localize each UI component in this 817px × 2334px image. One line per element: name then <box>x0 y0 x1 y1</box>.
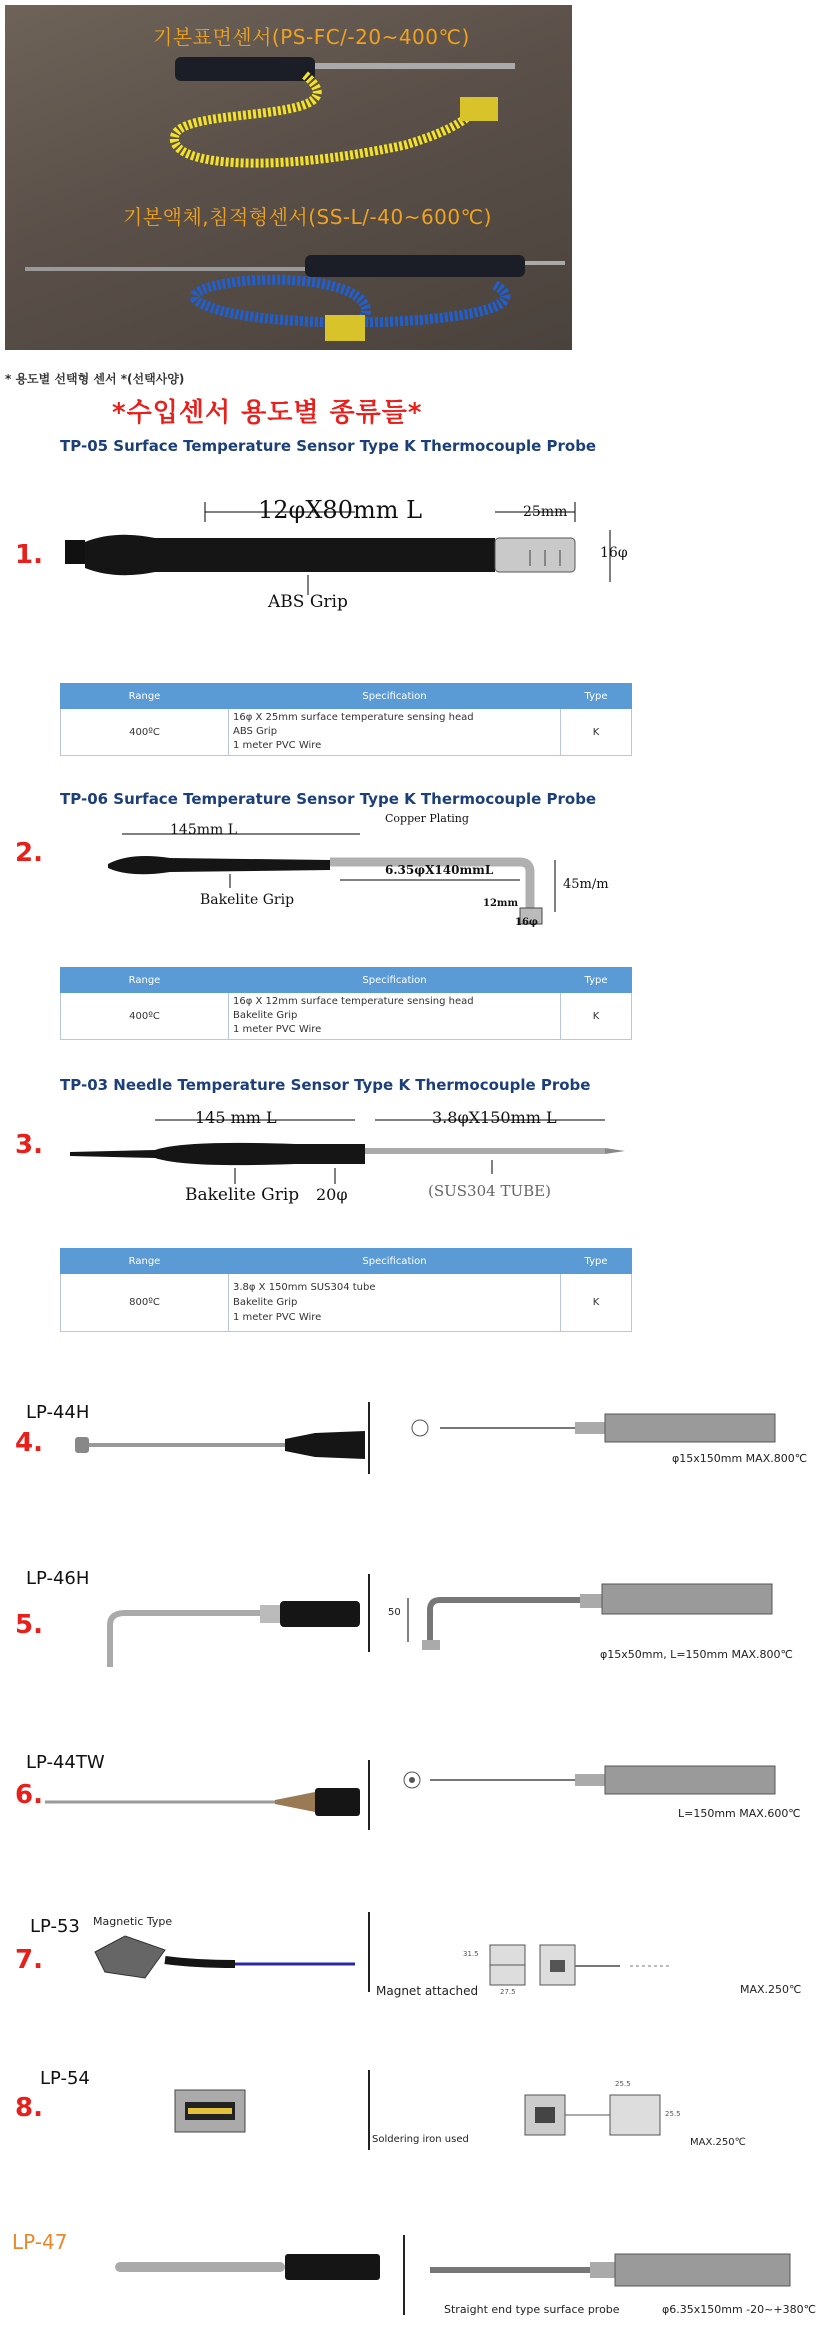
divider <box>368 1402 370 1474</box>
probe-photo-illustration <box>5 5 572 350</box>
table-header-spec: Specification <box>229 684 561 709</box>
tp06-probe-drawing <box>100 820 580 940</box>
lp44h-spec: φ15x150mm MAX.800℃ <box>672 1452 808 1465</box>
tp05-type: K <box>561 709 632 756</box>
tp03-spec-table <box>60 1248 632 1332</box>
tp03-grip-length: 145 mm L <box>195 1108 277 1127</box>
lp53-subtitle: Magnetic Type <box>93 1915 173 1928</box>
tp03-tube-label: (SUS304 TUBE) <box>428 1182 551 1200</box>
lp46h-height-dim: 50 <box>388 1607 401 1618</box>
tp06-shaft-dim: 6.35φX140mmL <box>385 863 494 877</box>
lp54-photo <box>170 2080 260 2140</box>
tp05-spec-table <box>60 683 632 756</box>
tp03-range: 800ºC <box>61 1274 229 1332</box>
spec-line: 1 meter PVC Wire <box>233 740 322 751</box>
tp03-grip-label: Bakelite Grip <box>185 1185 300 1205</box>
spec-line: 1 meter PVC Wire <box>233 1312 322 1323</box>
section-title-tp06: TP-06 Surface Temperature Sensor Type K Thermocouple Probe <box>60 790 597 808</box>
yellow-connector <box>460 97 498 121</box>
tp05-range: 400ºC <box>61 709 229 756</box>
section-number-1: 1. <box>15 540 43 570</box>
spec-line: Bakelite Grip <box>233 1010 298 1021</box>
section-title-tp03: TP-03 Needle Temperature Sensor Type K Thermocouple Probe <box>60 1076 591 1094</box>
table-header-type: Type <box>561 684 632 709</box>
lp53-photo <box>85 1930 355 1990</box>
tp06-type: K <box>561 993 632 1040</box>
page-title: *수입센서 용도별 종류들* <box>112 398 423 428</box>
divider <box>368 1912 370 1992</box>
tp03-needle <box>365 1148 605 1154</box>
tp05-diameter-dim: 16φ <box>600 545 628 561</box>
lp53-model: LP-53 <box>30 1916 80 1937</box>
spec-line: 1 meter PVC Wire <box>233 1024 322 1035</box>
lp-number-5: 5. <box>15 1610 43 1640</box>
lp47-model: LP-47 <box>12 2230 68 2254</box>
lp44h-model: LP-44H <box>26 1402 90 1423</box>
lp44h-photo <box>75 1425 365 1475</box>
table-header-range: Range <box>61 968 229 993</box>
lp47-note: Straight end type surface probe <box>444 2303 620 2316</box>
lp-number-7: 7. <box>15 1945 43 1975</box>
lp54-drawing <box>520 2085 680 2145</box>
lp54-spec: MAX.250℃ <box>690 2137 746 2148</box>
hero-caption-bottom: 기본액체,침적형센서(SS-L/-40~600℃) <box>123 205 492 229</box>
divider <box>403 2235 405 2315</box>
lp53-note: Magnet attached <box>376 1984 479 1998</box>
tp06-head-height: 12mm <box>483 898 519 909</box>
tp06-spec-table <box>60 967 632 1040</box>
tp06-head-diameter: 16φ <box>515 917 538 928</box>
hero-photo <box>5 5 572 350</box>
tp06-grip <box>108 856 330 874</box>
section-number-2: 2. <box>15 838 43 868</box>
tp06-height-dim: 45m/m <box>563 877 609 892</box>
lp46h-spec: φ15x50mm, L=150mm MAX.800℃ <box>600 1648 793 1661</box>
tp03-grip-diameter: 20φ <box>316 1185 348 1204</box>
tp06-grip-length: 145mm L <box>170 822 238 838</box>
surface-probe-handle <box>175 57 315 81</box>
spec-line: 3.8φ X 150mm SUS304 tube <box>233 1282 376 1293</box>
spec-line: ABS Grip <box>233 726 278 737</box>
section-title-tp05: TP-05 Surface Temperature Sensor Type K Thermocouple Probe <box>60 437 597 455</box>
lp54-note: Soldering iron used <box>372 2134 469 2145</box>
selection-note: * 용도별 선택형 센서 *(선택사양) <box>5 372 185 386</box>
table-header-range: Range <box>61 684 229 709</box>
lp46h-photo <box>95 1595 365 1675</box>
spec-line: 16φ X 12mm surface temperature sensing head <box>233 996 474 1007</box>
table-header-type: Type <box>561 1249 632 1274</box>
lp-number-8: 8. <box>15 2093 43 2123</box>
lp44tw-drawing <box>400 1760 800 1800</box>
lp47-drawing <box>420 2250 810 2290</box>
lp46h-model: LP-46H <box>26 1568 90 1589</box>
spec-line: Bakelite Grip <box>233 1297 298 1308</box>
liquid-probe-handle <box>305 255 525 277</box>
lp54-dim-width: 25.5 <box>615 2080 631 2088</box>
tp03-type: K <box>561 1274 632 1332</box>
lp44tw-photo <box>45 1780 365 1820</box>
lp53-spec: MAX.250℃ <box>740 1983 802 1996</box>
divider <box>368 1760 370 1830</box>
tp06-range: 400ºC <box>61 993 229 1040</box>
yellow-coil-cable <box>174 75 475 163</box>
section-number-3: 3. <box>15 1130 43 1160</box>
table-header-type: Type <box>561 968 632 993</box>
lp53-drawing <box>480 1940 680 1990</box>
tp06-grip-label: Bakelite Grip <box>200 892 295 908</box>
hero-caption-top: 기본표면센서(PS-FC/-20~400℃) <box>153 25 470 49</box>
tp05-grip-label: ABS Grip <box>268 592 348 612</box>
table-header-range: Range <box>61 1249 229 1274</box>
spec-line: 16φ X 25mm surface temperature sensing head <box>233 712 474 723</box>
lp53-dim-width: 27.5 <box>500 1988 516 1996</box>
tp06-copper-label: Copper Plating <box>385 812 469 825</box>
lp44tw-model: LP-44TW <box>26 1752 105 1773</box>
tp05-length-dim: 12φX80mm L <box>258 496 423 524</box>
divider <box>368 1574 370 1652</box>
tp05-head-dim: 25mm <box>523 504 568 520</box>
table-header-spec: Specification <box>229 968 561 993</box>
tp03-needle-dim: 3.8φX150mm L <box>432 1108 557 1127</box>
lp-number-6: 6. <box>15 1780 43 1810</box>
lp47-photo <box>115 2248 385 2288</box>
lp54-dim-height: 25.5 <box>665 2110 681 2118</box>
lp44h-drawing <box>400 1410 800 1450</box>
divider <box>368 2070 370 2150</box>
tp03-grip <box>70 1143 365 1165</box>
lp-number-4: 4. <box>15 1428 43 1458</box>
lp44tw-spec: L=150mm MAX.600℃ <box>678 1807 801 1820</box>
lp53-dim-height: 31.5 <box>463 1950 479 1958</box>
tp05-grip <box>85 535 495 575</box>
tp05-sensing-head <box>495 538 575 572</box>
lp47-spec: φ6.35x150mm -20~+380℃ <box>662 2303 816 2316</box>
lp54-model: LP-54 <box>40 2068 90 2089</box>
table-header-spec: Specification <box>229 1249 561 1274</box>
